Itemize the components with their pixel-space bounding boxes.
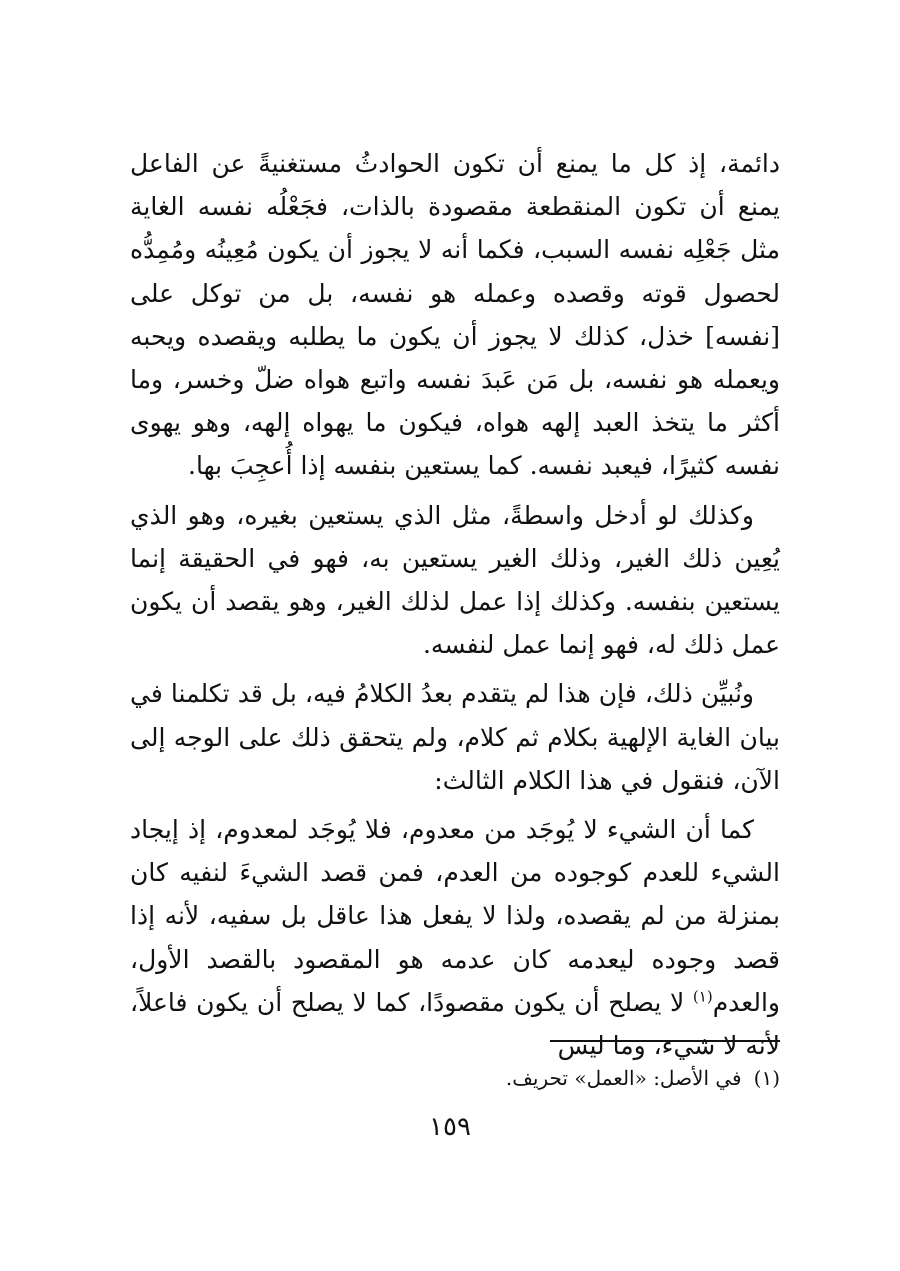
paragraph-3: ونُبيِّن ذلك، فإن هذا لم يتقدم بعدُ الكلامُ فيه، بل قد تكلمنا في بيان الغاية الإلهية بكلام ثم كلام، ولم يتحقق ذلك على الوجه إلى الآن، فنقول في هذا الكلام الثالث: — [130, 679, 780, 795]
paragraph-4-text-after: لا يصلح أن يكون مقصودًا، كما لا يصلح أن يكون فاعلاً، لأنه لا شيء، وما ليس — [130, 987, 780, 1061]
footnote-reference[interactable]: (١) — [692, 987, 713, 1006]
footnote-number: (١) — [753, 1066, 780, 1090]
paragraph-4-text-before: كما أن الشيء لا يُوجَد من معدوم، فلا يُوجَد لمعدوم، إذ إيجاد الشيء للعدم كوجوده من العدم، فمن قصد الشيءَ لنفيه كان بمنزلة من لم يقصده، ولذا لا يفعل هذا عاقل بل سفيه، لأنه إذا قصد وجوده ليعدمه كان عدمه هو المقصود بالقصد الأول، والعدم — [130, 815, 780, 1017]
footnote-text: في الأصل: «العمل» تحريف. — [505, 1066, 742, 1090]
page-number: ١٥٩ — [429, 1112, 471, 1142]
paragraph-2: وكذلك لو أدخل واسطةً، مثل الذي يستعين بغيره، وهو الذي يُعِين ذلك الغير، وذلك الغير يستعين به، فهو في الحقيقة إنما يستعين بنفسه. وكذلك إذا عمل لذلك الغير، وهو يقصد أن يكون عمل ذلك له، فهو إنما عمل لنفسه. — [130, 500, 780, 660]
footnote-divider — [550, 1040, 780, 1042]
paragraph-1: دائمة، إذ كل ما يمنع أن تكون الحوادثُ مستغنيةً عن الفاعل يمنع أن تكون المنقطعة مقصودة بالذات، فجَعْلُه نفسه الغاية مثل جَعْلِه نفسه السبب، فكما أنه لا يجوز أن يكون مُعِينُه ومُمِدُّه لحصول قوته وقصده وعمله هو نفسه، بل من توكل على [نفسه] خذل، كذلك لا يجوز أن يكون ما يطلبه ويقصده ويحبه ويعمله هو نفسه، بل مَن عَبدَ نفسه واتبع هواه ضلّ وخسر، وما أكثر ما يتخذ العبد إلهه هواه، فيكون ما يهواه إلهه، وهو يهوى نفسه كثيرًا، فيعبد نفسه. كما يستعين بنفسه إذا أُعجِبَ بها. — [130, 149, 780, 481]
footnote — [120, 1063, 780, 1093]
paragraph-4 — [130, 808, 780, 1067]
main-text-block — [130, 142, 780, 1073]
